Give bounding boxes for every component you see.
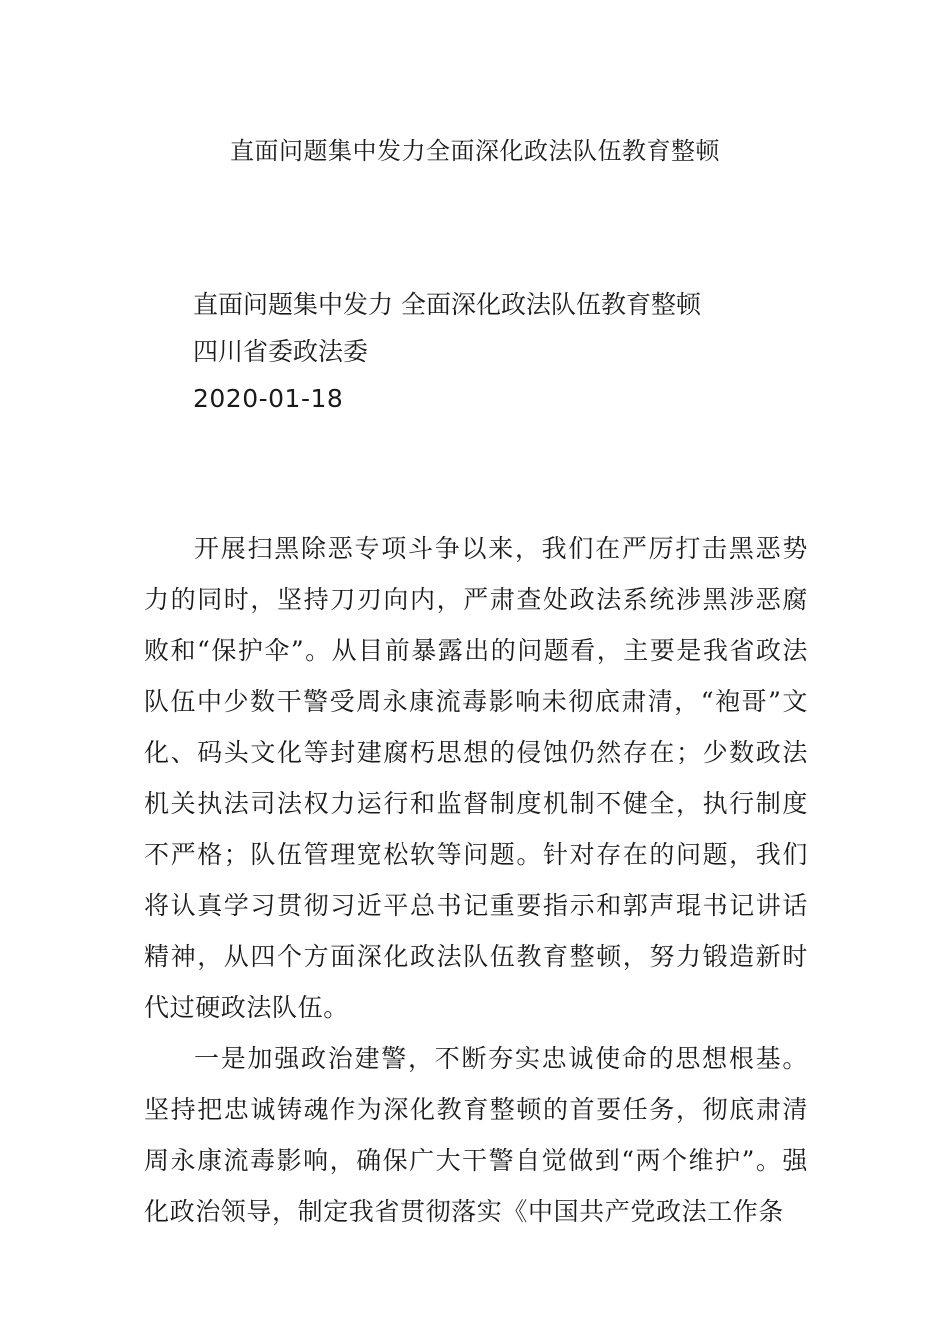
article-meta bbox=[193, 281, 893, 422]
article-date: 2020-01-18 bbox=[193, 384, 344, 413]
article-body bbox=[144, 523, 808, 1237]
article-author: 四川省委政法委 bbox=[193, 337, 369, 366]
document-title: 直面问题集中发力全面深化政法队伍教育整顿 bbox=[230, 137, 720, 165]
paragraph: 开展扫黑除恶专项斗争以来，我们在严厉打击黑恶势力的同时，坚持刀刃向内，严肃查处政法系统涉黑涉恶腐败和“保护伞”。从目前暴露出的问题看，主要是我省政法队伍中少数干警受周永康流毒影响未彻底肃清，“袍哥”文化、码头文化等封建腐朽思想的侵蚀仍然存在；少数政法机关执法司法权力运行和监督制度机制不健全，执行制度不严格；队伍管理宽松软等问题。针对存在的问题，我们将认真学习贯彻习近平总书记重要指示和郭声琨书记讲话精神，从四个方面深化政法队伍教育整顿，努力锻造新时代过硬政法队伍。 bbox=[144, 534, 808, 1022]
article-subtitle: 直面问题集中发力 全面深化政法队伍教育整顿 bbox=[193, 290, 701, 319]
paragraph: 一是加强政治建警，不断夯实忠诚使命的思想根基。坚持把忠诚铸魂作为深化教育整顿的首要任务，彻底肃清周永康流毒影响，确保广大干警自觉做到“两个维护”。强化政治领导，制定我省贯彻落实《中国共产党政法工作条 bbox=[144, 1044, 808, 1226]
